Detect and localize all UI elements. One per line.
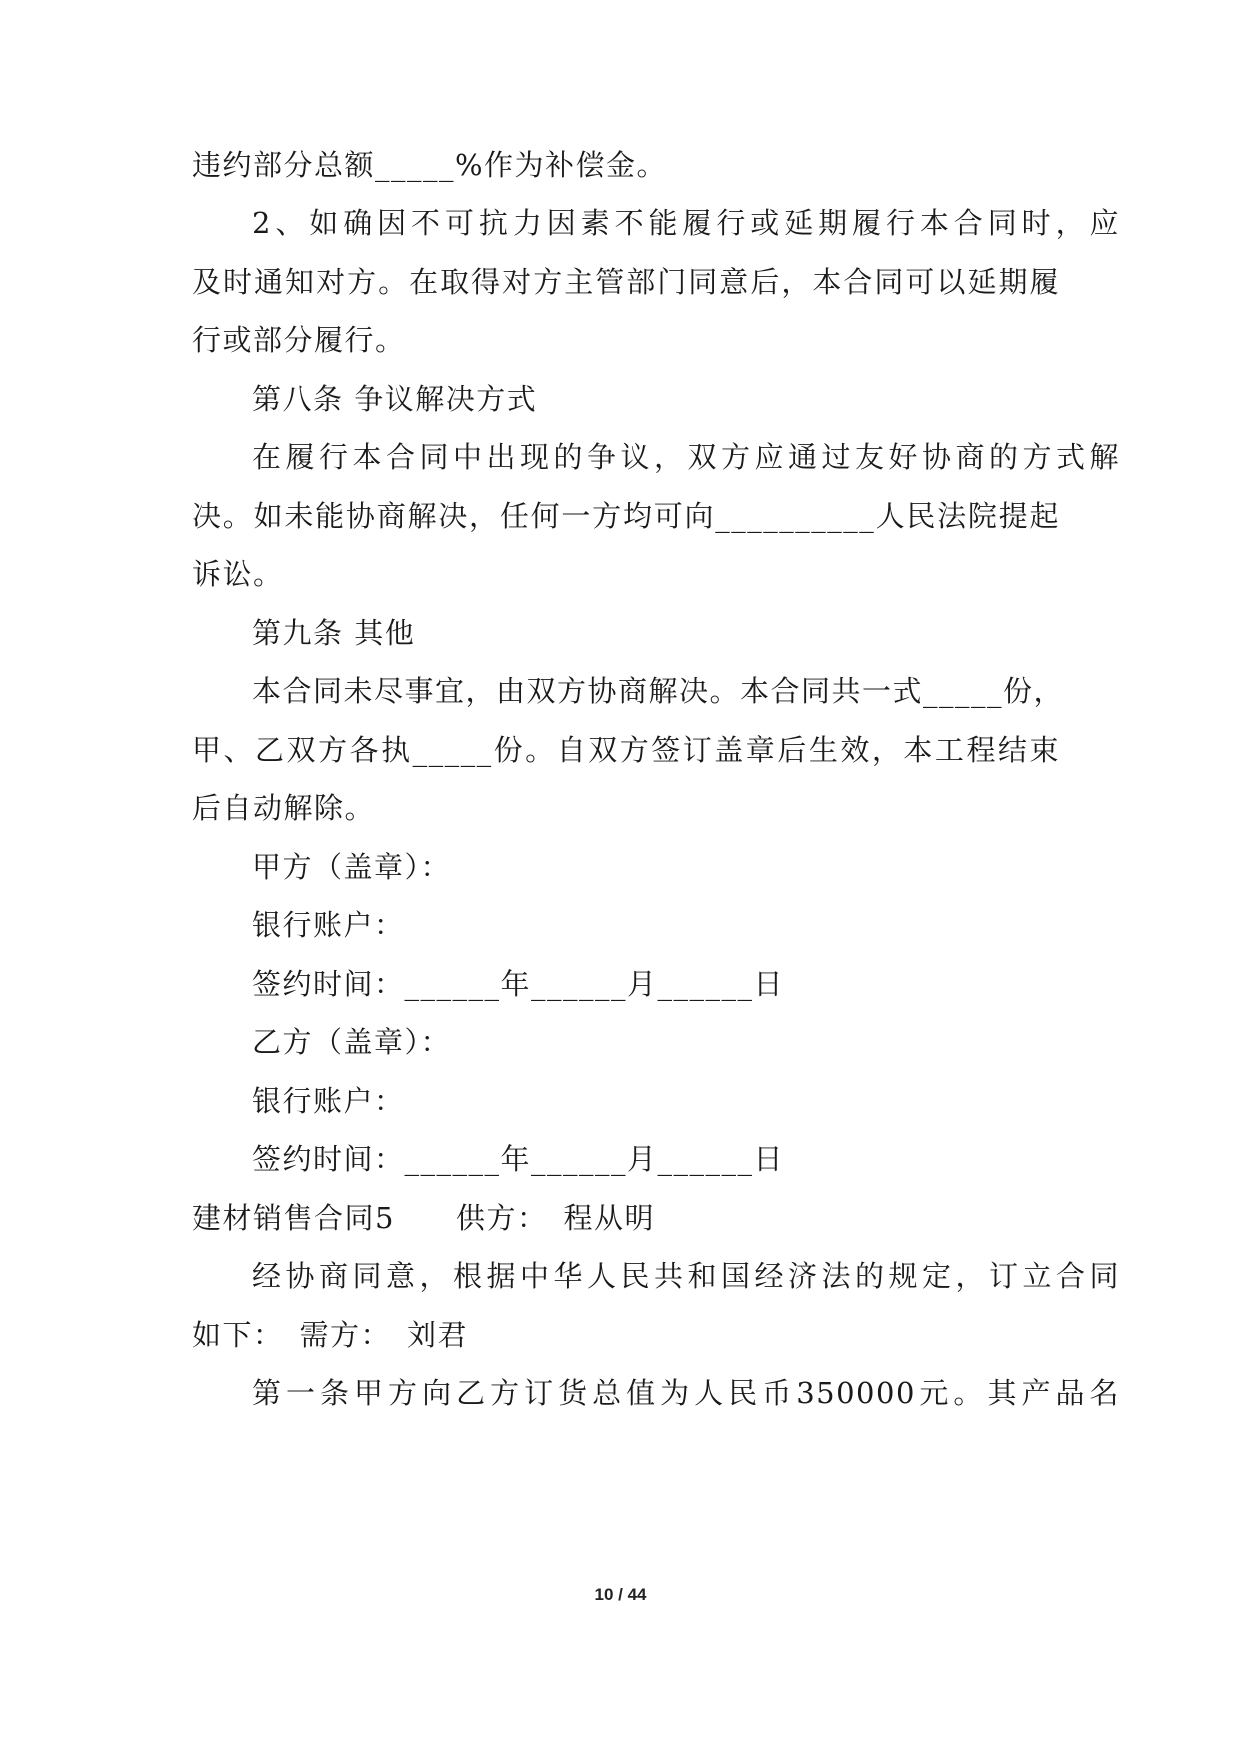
party-b-bank-account-label: 银行账户： <box>252 1084 405 1118</box>
page-number: 10 / 44 <box>594 1585 647 1604</box>
paragraph-line: 违约部分总额_____%作为补偿金。 <box>192 148 668 182</box>
paragraph-line: 本合同未尽事宜，由双方协商解决。本合同共一式_____份， <box>252 674 1065 708</box>
paragraph-line: 后自动解除。 <box>192 791 376 825</box>
paragraph-line: 及时通知对方。在取得对方主管部门同意后，本合同可以延期履 <box>192 265 1060 299</box>
paragraph-line: 行或部分履行。 <box>192 323 406 357</box>
paragraph-line: 在履行本合同中出现的争议，双方应通过友好协商的方式解 <box>252 440 1120 474</box>
party-a-signing-date: 签约时间：______年______月______日 <box>252 967 785 1001</box>
party-a-seal-label: 甲方（盖章）： <box>252 850 452 884</box>
paragraph-line: 经协商同意，根据中华人民共和国经济法的规定，订立合同 <box>252 1259 1120 1293</box>
party-b-seal-label: 乙方（盖章）： <box>252 1025 452 1059</box>
section-heading: 第九条 其他 <box>252 616 416 650</box>
paragraph-line: 2、如确因不可抗力因素不能履行或延期履行本合同时，应 <box>252 206 1120 240</box>
section-heading: 第八条 争议解决方式 <box>252 382 538 416</box>
party-b-signing-date: 签约时间：______年______月______日 <box>252 1142 785 1176</box>
paragraph-line: 诉讼。 <box>192 557 284 591</box>
paragraph-line: 甲、乙双方各执_____份。自双方签订盖章后生效，本工程结束 <box>192 733 1060 767</box>
paragraph-line: 如下： 需方： 刘君 <box>192 1318 469 1352</box>
contract-title-line: 建材销售合同5 供方： 程从明 <box>192 1201 655 1235</box>
paragraph-line: 第一条甲方向乙方订货总值为人民币350000元。其产品名 <box>252 1376 1120 1410</box>
party-a-bank-account-label: 银行账户： <box>252 908 405 942</box>
paragraph-line: 决。如未能协商解决，任何一方均可向__________人民法院提起 <box>192 499 1060 533</box>
